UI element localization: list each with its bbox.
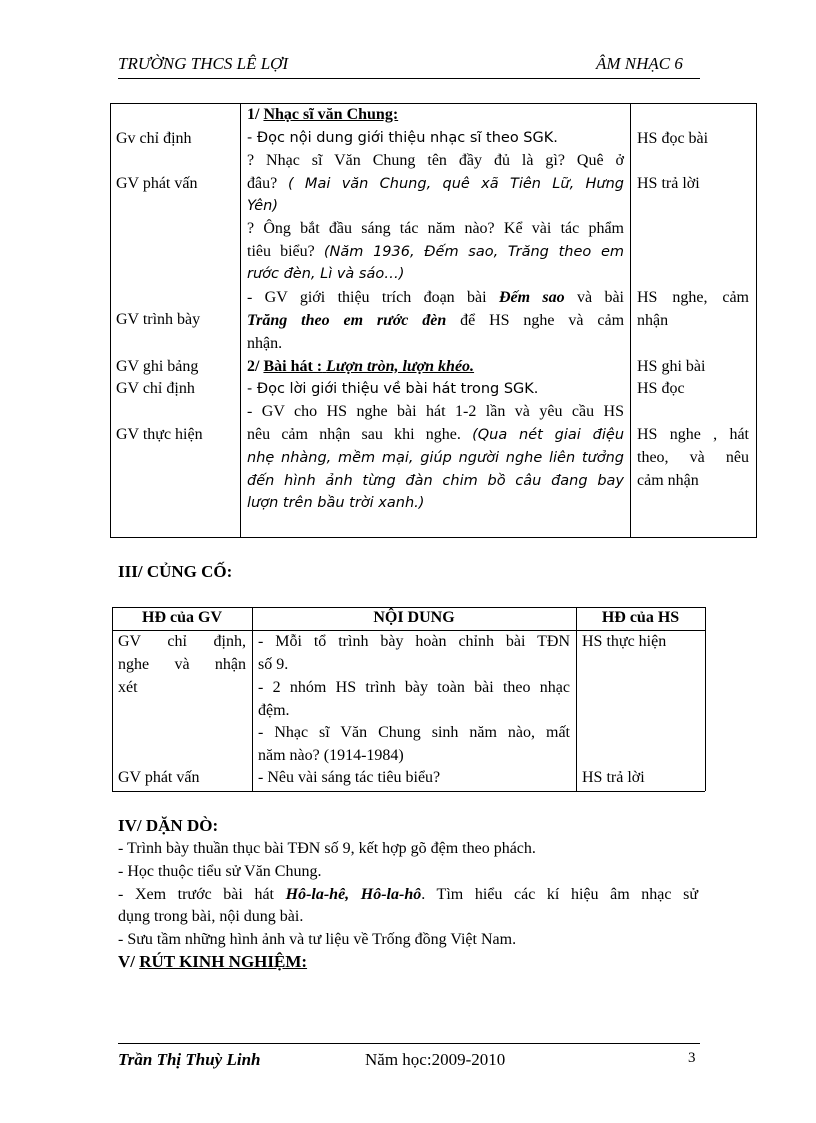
teacher-action: GV ghi bảng — [116, 358, 199, 375]
homework-line: dụng trong bài, nội dung bài. — [118, 908, 304, 925]
student-action: HS trả lời — [582, 769, 645, 786]
content-line: rước đèn, Lì và sáo…) — [247, 266, 405, 282]
content-line: - Đọc lời giới thiệu về bài hát trong SGK. — [247, 381, 539, 397]
heading-composer: 1/ Nhạc sĩ văn Chung: — [247, 106, 399, 123]
student-action: HS đọc bài — [637, 130, 709, 147]
section-5-title: V/ RÚT KINH NGHIỆM: — [118, 952, 308, 971]
student-action: HS nghe , hát — [637, 426, 749, 443]
student-action: HS thực hiện — [582, 633, 667, 650]
teacher-action: GV thực hiện — [116, 426, 203, 443]
subject-name: ÂM NHẠC 6 — [596, 54, 683, 73]
column-header-student: HĐ của HS — [601, 609, 680, 626]
content-line: Trăng theo em rước đèn để HS nghe và cảm — [247, 312, 625, 329]
author-name: Trần Thị Thuỳ Linh — [118, 1050, 261, 1069]
footer-rule — [118, 1043, 700, 1044]
student-action: HS trả lời — [637, 175, 700, 192]
school-year: Năm học:2009-2010 — [365, 1050, 506, 1069]
content-line: nêu cảm nhận sau khi nghe. (Qua nét giai điệu — [247, 426, 625, 443]
content-line: - GV giới thiệu trích đoạn bài Đếm sao và bài — [247, 289, 625, 306]
header-rule — [118, 78, 700, 79]
student-action: HS đọc — [637, 380, 685, 397]
content-line: ? Ông bắt đầu sáng tác năm nào? Kể vài tác phẩm — [247, 220, 624, 237]
column-header-content: NỘI DUNG — [373, 609, 455, 626]
column-header-teacher: HĐ của GV — [142, 609, 222, 626]
homework-line: - Sưu tầm những hình ảnh và tư liệu về Trống đồng Việt Nam. — [118, 931, 517, 948]
content-line: nhận. — [247, 335, 283, 352]
page-number: 3 — [688, 1050, 696, 1066]
content-line: số 9. — [258, 656, 289, 673]
student-action: theo, và nêu — [637, 449, 749, 466]
section-4-title: IV/ DẶN DÒ: — [118, 816, 219, 835]
content-line: lượn trên bầu trời xanh.) — [247, 495, 425, 511]
content-line: - Nhạc sĩ Văn Chung sinh năm nào, mất — [258, 724, 570, 741]
student-action: cảm nhận — [637, 472, 699, 489]
student-action: nhận — [637, 312, 669, 329]
heading-song: 2/ Bài hát : Lượn tròn, lượn khéo. — [247, 358, 475, 375]
content-line: ? Nhạc sĩ Văn Chung tên đầy đủ là gì? Quê ở — [247, 152, 624, 169]
content-line: năm nào? (1914-1984) — [258, 747, 404, 764]
content-line: tiêu biểu? (Năm 1936, Đếm sao, Trăng theo em — [247, 243, 625, 260]
student-action: HS ghi bài — [637, 358, 706, 375]
content-line: đến hình ảnh từng đàn chim bồ câu đang bay — [247, 473, 624, 489]
teacher-action: GV phát vấn — [116, 175, 198, 192]
content-line: - Đọc nội dung giới thiệu nhạc sĩ theo SGK. — [247, 130, 558, 146]
content-line: - GV cho HS nghe bài hát 1-2 lần và yêu cầu HS — [247, 403, 624, 420]
teacher-action: GV phát vấn — [118, 769, 200, 786]
content-line: - Mỗi tổ trình bày hoàn chỉnh bài TĐN — [258, 633, 570, 650]
teacher-action: xét — [118, 679, 138, 696]
teacher-action: GV chỉ định — [116, 380, 195, 397]
teacher-action: GV chỉ định, — [118, 633, 246, 650]
section-3-title: III/ CỦNG CỐ: — [118, 562, 233, 581]
content-line: - Nêu vài sáng tác tiêu biểu? — [258, 769, 441, 786]
content-line: Yên) — [247, 198, 279, 214]
teacher-action: Gv chỉ định — [116, 130, 192, 147]
homework-line: - Trình bày thuần thục bài TĐN số 9, kết hợp gõ đệm theo phách. — [118, 840, 536, 857]
content-line: - 2 nhóm HS trình bày toàn bài theo nhạc — [258, 679, 570, 696]
homework-line: - Xem trước bài hát Hô-la-hê, Hô-la-hô. Tìm hiểu các kí hiệu âm nhạc sử — [118, 886, 699, 903]
teacher-action: GV trình bày — [116, 311, 201, 328]
content-line: đâu? ( Mai văn Chung, quê xã Tiên Lữ, Hưng — [247, 175, 625, 192]
teacher-action: nghe và nhận — [118, 656, 246, 673]
content-line: nhẹ nhàng, mềm mại, giúp người nghe liên tưởng — [247, 450, 624, 466]
content-line: đệm. — [258, 702, 290, 719]
school-name: TRƯỜNG THCS LÊ LỢI — [118, 54, 289, 73]
student-action: HS nghe, cảm — [637, 289, 749, 306]
homework-line: - Học thuộc tiểu sử Văn Chung. — [118, 863, 322, 880]
